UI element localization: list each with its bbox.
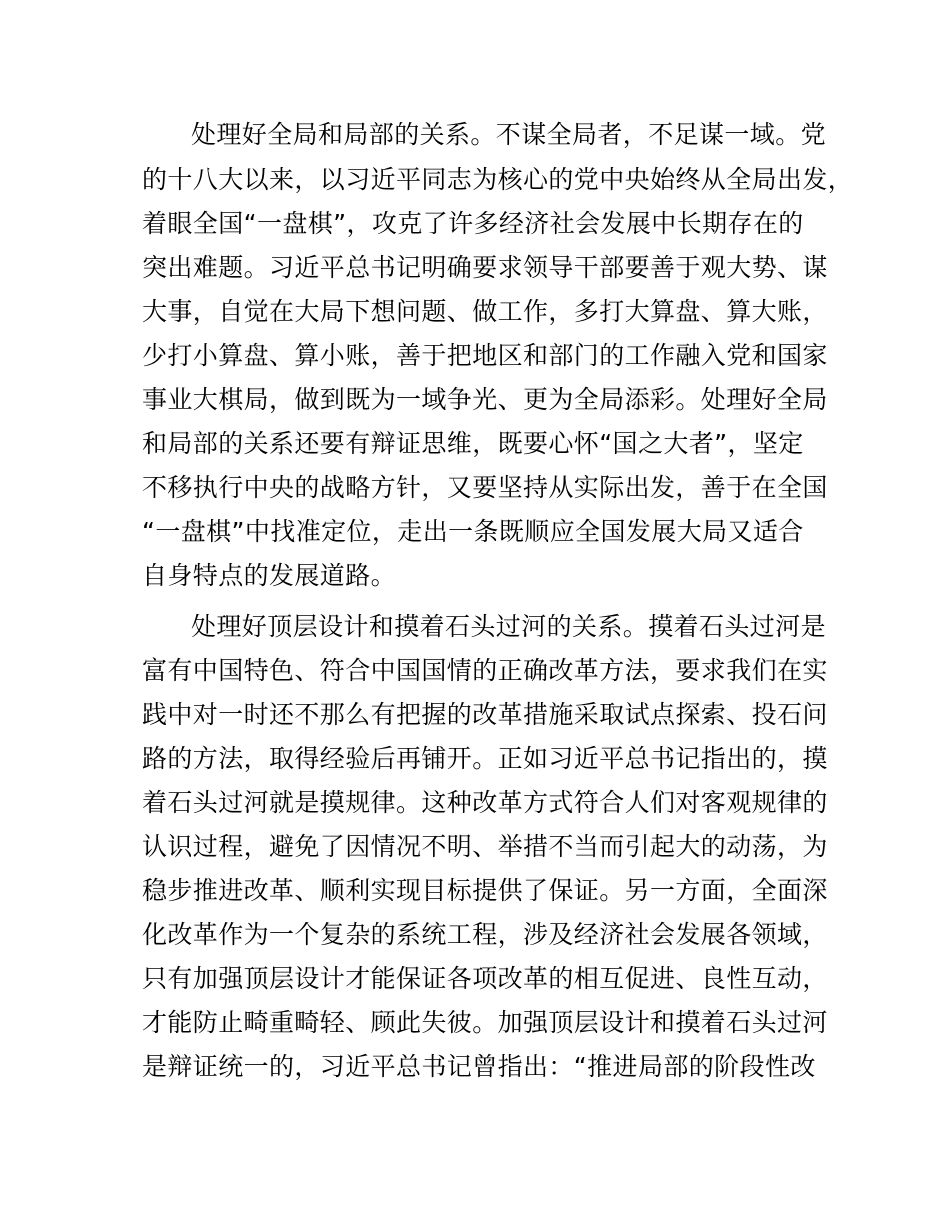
text-line: 少打小算盘、算小账，善于把地区和部门的工作融入党和国家 bbox=[142, 341, 828, 370]
text-line: 处理好全局和局部的关系。不谋全局者，不足谋一域。党 bbox=[191, 120, 827, 149]
text-line: 处理好顶层设计和摸着石头过河的关系。摸着石头过河是 bbox=[191, 612, 827, 641]
text-line: 只有加强顶层设计才能保证各项改革的相互促进、良性互动， bbox=[142, 964, 828, 993]
text-line: 稳步推进改革、顺利实现目标提供了保证。另一方面，全面深 bbox=[142, 876, 828, 905]
text-line: 路的方法，取得经验后再铺开。正如习近平总书记指出的，摸 bbox=[142, 744, 828, 773]
text-line: 和局部的关系还要有辩证思维，既要心怀“国之大者”，坚定 bbox=[142, 429, 804, 458]
text-line: 着眼全国“一盘棋”，攻克了许多经济社会发展中长期存在的 bbox=[142, 209, 804, 238]
text-line: 的十八大以来，以习近平同志为核心的党中央始终从全局出发， bbox=[142, 165, 854, 194]
text-line: 自身特点的发展道路。 bbox=[142, 561, 397, 590]
text-line: 践中对一时还不那么有把握的改革措施采取试点探索、投石问 bbox=[142, 700, 828, 729]
text-line: 着石头过河就是摸规律。这种改革方式符合人们对客观规律的 bbox=[142, 788, 828, 817]
text-line: 不移执行中央的战略方针，又要坚持从实际出发，善于在全国 bbox=[142, 473, 828, 502]
text-line: 化改革作为一个复杂的系统工程，涉及经济社会发展各领域， bbox=[142, 920, 828, 949]
text-line: 认识过程，避免了因情况不明、举措不当而引起大的动荡，为 bbox=[142, 832, 828, 861]
text-line: 大事，自觉在大局下想问题、做工作，多打大算盘、算大账， bbox=[142, 297, 828, 326]
text-line: 事业大棋局，做到既为一域争光、更为全局添彩。处理好全局 bbox=[142, 385, 828, 414]
text-line: 突出难题。习近平总书记明确要求领导干部要善于观大势、谋 bbox=[142, 253, 828, 282]
text-line: 富有中国特色、符合中国国情的正确改革方法，要求我们在实 bbox=[142, 656, 828, 685]
text-line: 才能防止畸重畸轻、顾此失彼。加强顶层设计和摸着石头过河 bbox=[142, 1008, 828, 1037]
text-line: “一盘棋”中找准定位，走出一条既顺应全国发展大局又适合 bbox=[142, 517, 804, 546]
text-line: 是辩证统一的，习近平总书记曾指出：“推进局部的阶段性改 bbox=[142, 1052, 816, 1081]
